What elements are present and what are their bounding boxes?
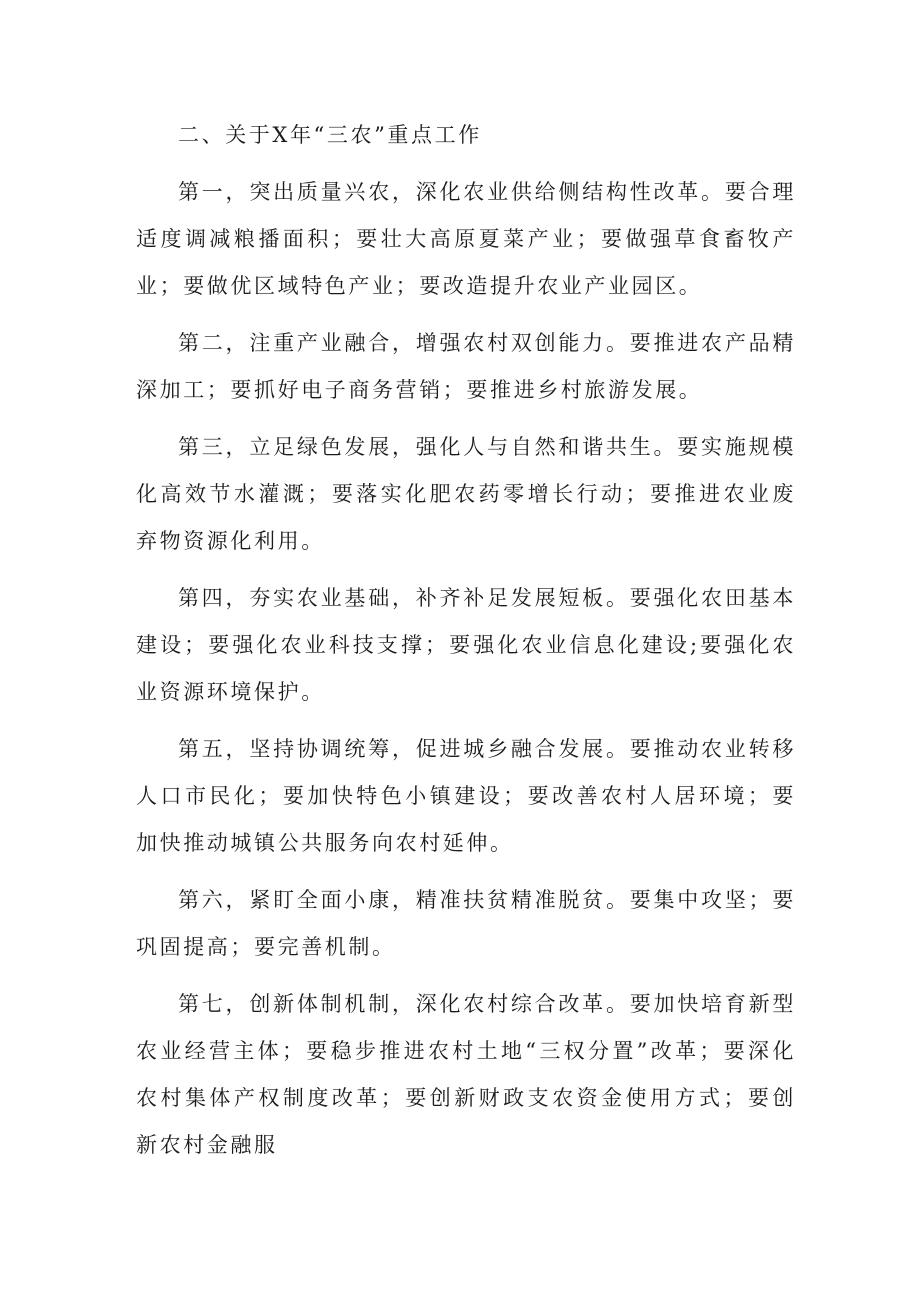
paragraph-1: 第一，突出质量兴农，深化农业供给侧结构性改革。要合理适度调减粮播面积；要壮大高原夏菜产业；要做强草食畜牧产业；要做优区域特色产业；要改造提升农业产业园区。: [136, 180, 796, 298]
paragraph-6: 第六，紧盯全面小康，精准扶贫精准脱贫。要集中攻坚；要巩固提高；要完善机制。: [136, 888, 796, 959]
section-heading: 二、关于X年“三农”重点工作: [178, 123, 482, 147]
paragraph-3: 第三，立足绿色发展，强化人与自然和谐共生。要实施规模化高效节水灌溉；要落实化肥农药零增长行动；要推进农业废弃物资源化利用。: [136, 435, 796, 553]
document-body: [136, 112, 796, 1179]
paragraph-5: 第五，坚持协调统筹，促进城乡融合发展。要推动农业转移人口市民化；要加快特色小镇建设；要改善农村人居环境；要加快推动城镇公共服务向农村延伸。: [136, 737, 796, 855]
paragraph-2: 第二，注重产业融合，增强农村双创能力。要推进农产品精深加工；要抓好电子商务营销；要推进乡村旅游发展。: [136, 331, 796, 402]
paragraph-4: 第四，夯实农业基础，补齐补足发展短板。要强化农田基本建设；要强化农业科技支撑；要强化农业信息化建设;要强化农业资源环境保护。: [136, 586, 796, 704]
paragraph-7: 第七，创新体制机制，深化农村综合改革。要加快培育新型农业经营主体；要稳步推进农村土地“三权分置”改革；要深化农村集体产权制度改革；要创新财政支农资金使用方式；要创新农村金融服: [136, 992, 796, 1157]
